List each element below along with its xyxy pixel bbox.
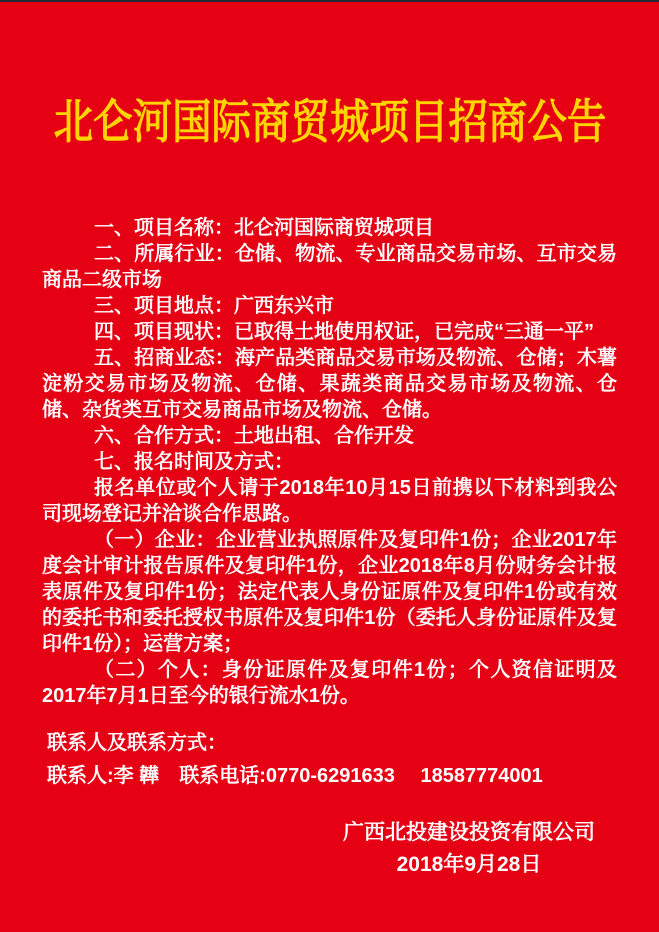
top-edge bbox=[0, 0, 659, 2]
footer-company: 广西北投建设投资有限公司 bbox=[343, 820, 595, 844]
body-paragraph: 一、项目名称：北仑河国际商贸城项目 bbox=[94, 216, 434, 239]
contact-line: 联系人:李 韡 联系电话:0770-6291633 18587774001 bbox=[47, 764, 543, 787]
footer-block bbox=[343, 817, 595, 881]
body-paragraph: 七、报名时间及方式： bbox=[94, 450, 294, 473]
body-paragraphs bbox=[0, 215, 659, 709]
body-paragraph: 五、招商业态：海产品类商品交易市场及物流、仓储；木薯淀粉交易市场及物流、仓储、果蔬类商品交易市场及物流、仓储、杂货类互市交易商品市场及物流、仓储。 bbox=[42, 346, 617, 421]
body-paragraph: 三、项目地点：广西东兴市 bbox=[94, 294, 334, 317]
body-paragraph: 四、项目现状：已取得土地使用权证，已完成“三通一平” bbox=[94, 320, 594, 343]
body-paragraph: 六、合作方式：土地出租、合作开发 bbox=[94, 424, 414, 447]
poster-title: 北仑河国际商贸城项目招商公告 bbox=[53, 97, 606, 149]
contact-block bbox=[0, 727, 659, 793]
body-paragraph: 二、所属行业：仓储、物流、专业商品交易市场、互市交易商品二级市场 bbox=[42, 242, 617, 291]
body-paragraph: （二）个人：身份证原件及复印件1份；个人资信证明及2017年7月1日至今的银行流水1份。 bbox=[42, 658, 617, 707]
body-paragraph: 报名单位或个人请于2018年10月15日前携以下材料到我公司现场登记并洽谈合作思路。 bbox=[42, 476, 617, 525]
contact-heading: 联系人及联系方式： bbox=[47, 731, 227, 754]
title-row bbox=[0, 94, 659, 153]
footer-date: 2018年9月28日 bbox=[396, 852, 542, 876]
body-paragraph: （一）企业：企业营业执照原件及复印件1份；企业2017年度会计审计报告原件及复印件1份，企业2018年8月份财务会计报表原件及复印件1份；法定代表人身份证原件及复印件1份或有效的委托书和委托授权书原件及复印件1份（委托人身份证原件及复印件1份）；运营方案； bbox=[42, 528, 617, 655]
